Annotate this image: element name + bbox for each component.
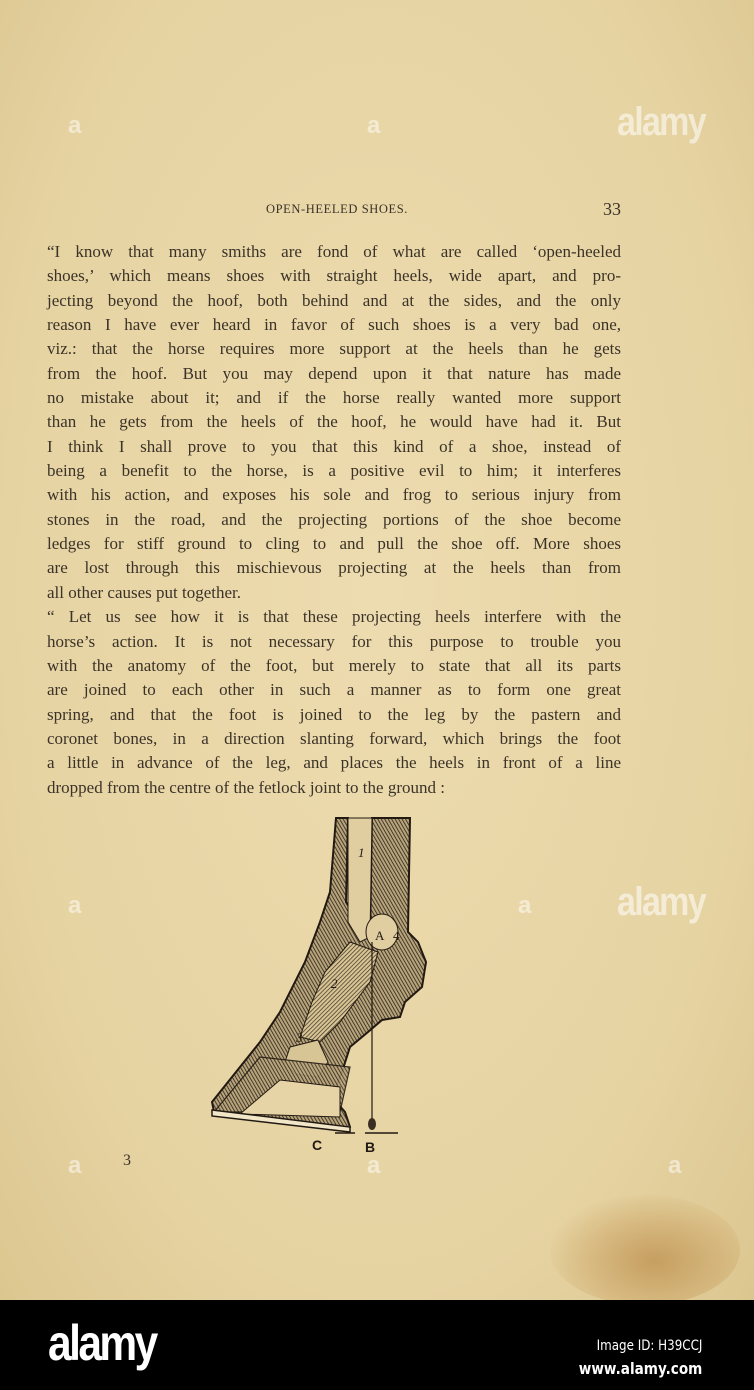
text-line: all other causes put together. bbox=[47, 582, 242, 602]
running-head: OPEN-HEELED SHOES. bbox=[265, 202, 409, 216]
text-line: jecting beyond the hoof, both behind and at the sides, and the only bbox=[47, 290, 621, 310]
text-line: spring, and that the foot is joined to the leg by the pastern and bbox=[47, 704, 621, 724]
text-line: dropped from the centre of the fetlock joint to the ground : bbox=[47, 777, 445, 797]
text-line: from the hoof. But you may depend upon it that nature has made bbox=[47, 363, 621, 383]
text-line: no mistake about it; and if the horse really wanted more support bbox=[47, 388, 621, 408]
site-url: www.alamy.com bbox=[578, 1359, 702, 1378]
text-line: are joined to each other in such a manner as to form one great bbox=[47, 680, 621, 700]
text-line: with the anatomy of the foot, but merely to state that all its parts bbox=[47, 655, 621, 675]
figure-number: 3 bbox=[123, 1152, 131, 1169]
image-id: Image ID: H39CCJ bbox=[596, 1338, 702, 1354]
watermark-mark: a bbox=[367, 1152, 381, 1179]
watermark-mark: a bbox=[367, 112, 381, 139]
text-line: than he gets from the heels of the hoof, he would have had it. But bbox=[47, 412, 621, 432]
watermark-mark: a bbox=[68, 892, 82, 919]
text-line: being a benefit to the horse, is a positive evil to him; it interferes bbox=[47, 461, 621, 481]
text-line: “I know that many smiths are fond of what are called ‘open-heeled bbox=[47, 242, 621, 261]
watermark-mark: a bbox=[668, 1152, 682, 1179]
label-4: 4 bbox=[393, 928, 400, 943]
body-text bbox=[47, 240, 621, 800]
watermark-mark: a bbox=[68, 112, 82, 139]
text-line: stones in the road, and the projecting portions of the shoe become bbox=[47, 509, 621, 529]
paper-stain bbox=[550, 1195, 740, 1305]
text-line: with his action, and exposes his sole and frog to serious injury from bbox=[47, 485, 621, 505]
watermark-mark: a bbox=[68, 1152, 82, 1179]
text-line: ledges for stiff ground to cling to and pull the shoe off. More shoes bbox=[47, 534, 621, 554]
text-line: I think I shall prove to you that this kind of a shoe, instead of bbox=[47, 436, 621, 456]
label-1: 1 bbox=[358, 845, 365, 860]
label-3: 3 bbox=[296, 1030, 303, 1045]
plumb-bob bbox=[368, 1118, 376, 1130]
text-line: coronet bones, in a direction slanting forward, which brings the foot bbox=[47, 728, 621, 748]
watermark-mark: a bbox=[518, 892, 532, 919]
watermark-logo: alamy bbox=[617, 880, 705, 924]
text-line: “ Let us see how it is that these projecting heels interfere with the bbox=[47, 607, 621, 627]
text-line: shoes,’ which means shoes with straight heels, wide apart, and pro- bbox=[47, 266, 621, 286]
label-a: A bbox=[375, 928, 385, 943]
watermark-footer bbox=[0, 1300, 754, 1390]
label-c: C bbox=[312, 1137, 323, 1153]
label-b: B bbox=[365, 1139, 376, 1155]
alamy-logo: alamy bbox=[48, 1315, 156, 1371]
page-number: 33 bbox=[603, 199, 621, 219]
text-line: are lost through this mischievous projecting at the heels than from bbox=[47, 558, 621, 578]
hoof-illustration bbox=[200, 812, 440, 1162]
label-2: 2 bbox=[331, 976, 338, 991]
text-line: horse’s action. It is not necessary for this purpose to trouble you bbox=[47, 631, 621, 651]
text-line: a little in advance of the leg, and places the heels in front of a line bbox=[47, 753, 621, 773]
watermark-logo: alamy bbox=[617, 100, 705, 144]
text-line: reason I have ever heard in favor of such shoes is a very bad one, bbox=[47, 315, 621, 335]
text-line: viz.: that the horse requires more support at the heels than he gets bbox=[47, 339, 621, 359]
